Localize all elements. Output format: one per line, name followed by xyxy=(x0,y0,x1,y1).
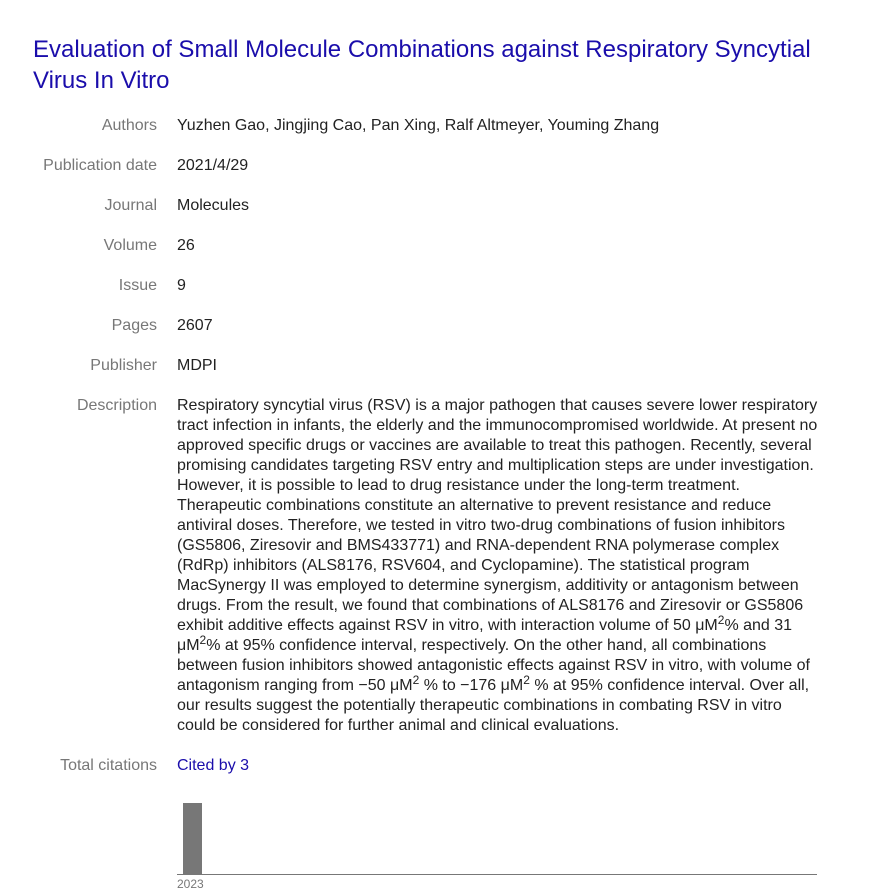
publisher-label: Publisher xyxy=(90,357,157,374)
publication-date-label: Publication date xyxy=(43,157,157,174)
authors-value: Yuzhen Gao, Jingjing Cao, Pan Xing, Ralf Altmeyer, Youming Zhang xyxy=(177,117,660,134)
field-journal xyxy=(0,196,885,216)
field-description xyxy=(0,396,885,736)
superscript-2: 2 xyxy=(199,633,207,647)
superscript-1: 2 xyxy=(717,613,725,627)
chart-bar-2023[interactable] xyxy=(183,803,202,874)
total-citations-label: Total citations xyxy=(60,757,157,774)
description-part-3: % at 95% confidence interval, respectively. On the other hand, all combinations between fusion inhibitors showed antagonistic effects against RSV in vitro, with volume of antagonism ranging from −50 μM xyxy=(177,637,810,694)
article-title[interactable]: Evaluation of Small Molecule Combinations against Respiratory Syncytial Virus In Vitro xyxy=(33,36,811,94)
journal-value: Molecules xyxy=(177,197,250,214)
volume-label: Volume xyxy=(103,237,157,254)
description-part-4: % to −176 μM xyxy=(419,677,524,694)
field-authors xyxy=(0,116,885,136)
field-publisher xyxy=(0,356,885,376)
field-publication-date xyxy=(0,156,885,176)
field-total-citations xyxy=(0,756,885,776)
authors-label: Authors xyxy=(101,117,157,134)
field-volume xyxy=(0,236,885,256)
field-issue xyxy=(0,276,885,296)
publication-date-value: 2021/4/29 xyxy=(177,157,249,174)
total-citations-value xyxy=(177,756,819,776)
chart-tick-label-2023: 2023 xyxy=(177,877,204,891)
volume-value: 26 xyxy=(177,237,195,254)
article-fields xyxy=(0,116,885,796)
citations-chart xyxy=(177,798,819,891)
description-label: Description xyxy=(76,397,157,414)
description-part-2: % and 31 μM xyxy=(177,617,793,654)
description-part-1: Respiratory syncytial virus (RSV) is a major pathogen that causes severe lower respiratory tract infection in infants, the elderly and the immunocompromised worldwide. At present no approved specific drugs or vaccines are available to treat this pathogen. Recently, several promising candidates targeting RSV entry and multiplication steps are under investigation. However, it is possible to lead to drug resistance under the long-term treatment. Therapeutic combinations constitute an alternative to prevent resistance and reduce antiviral doses. Therefore, we tested in vitro two-drug combinations of fusion inhibitors (GS5806, Ziresovir and BMS433771) and RNA-dependent RNA polymerase complex (RdRp) inhibitors (ALS8176, RSV604, and Cyclopamine). The statistical program MacSynergy II was employed to determine synergism, additivity or antagonism between drugs. From the result, we found that combinations of ALS8176 and Ziresovir or GS5806 exhibit additive effects against RSV in vitro, with interaction volume of 50 μM xyxy=(177,397,818,634)
cited-by-link[interactable]: Cited by 3 xyxy=(177,757,250,774)
description-text xyxy=(177,396,819,736)
field-pages xyxy=(0,316,885,336)
issue-label: Issue xyxy=(118,277,157,294)
description-part-5: % at 95% confidence interval. Over all, our results suggest the potentially therapeutic combinations in combating RSV in vitro could be considered for further animal and clinical evaluations. xyxy=(177,677,810,734)
pages-value: 2607 xyxy=(177,317,213,334)
issue-value: 9 xyxy=(177,277,186,294)
citations-chart-svg xyxy=(177,798,819,878)
superscript-4: 2 xyxy=(523,673,530,687)
publisher-value: MDPI xyxy=(177,357,217,374)
journal-label: Journal xyxy=(104,197,157,214)
superscript-3: 2 xyxy=(412,673,420,687)
pages-label: Pages xyxy=(111,317,157,334)
description-value xyxy=(177,396,819,736)
